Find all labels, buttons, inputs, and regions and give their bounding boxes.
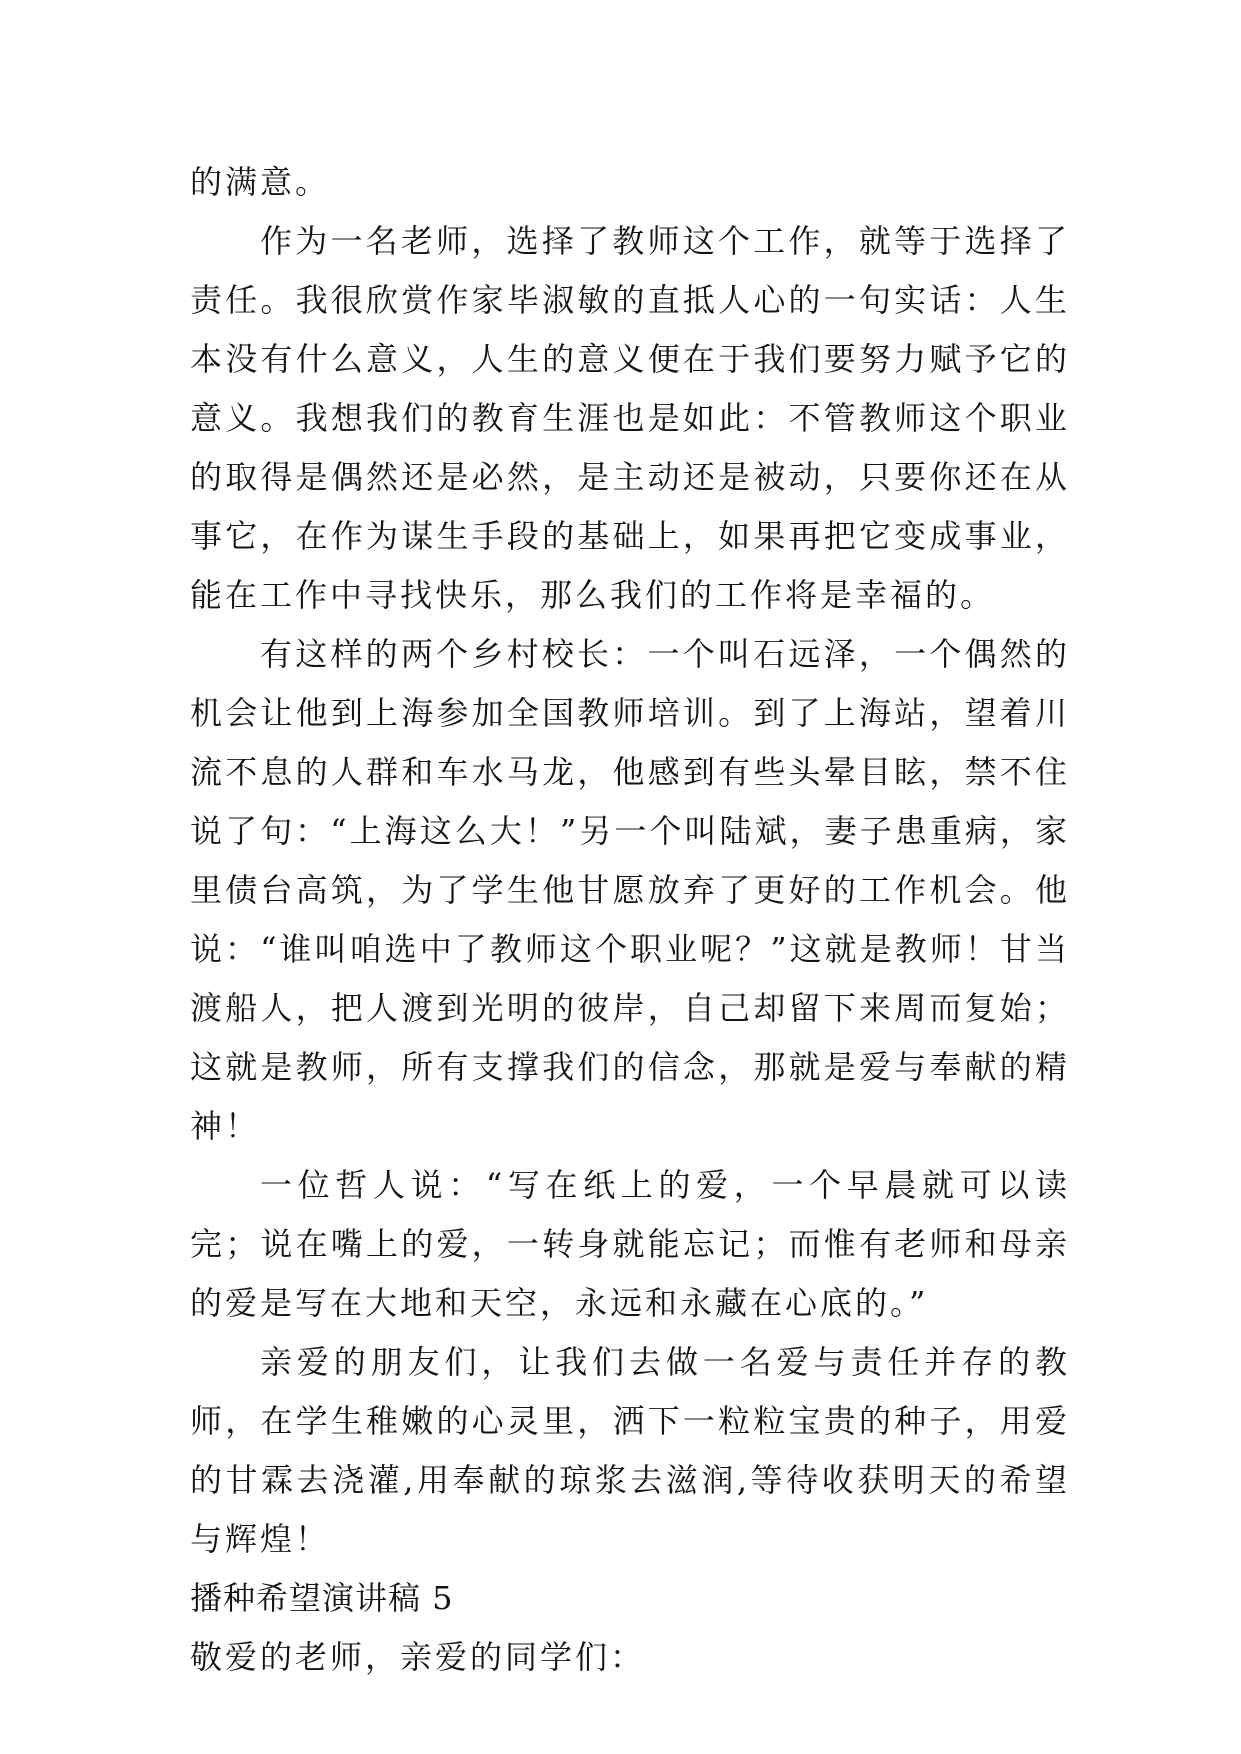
speech-salutation: 敬爱的老师，亲爱的同学们： (190, 1638, 646, 1676)
document-body (190, 153, 1070, 1687)
paragraph-philosopher-quote: 一位哲人说：“写在纸上的爱，一个早晨就可以读完；说在嘴上的爱，一转身就能忘记；而惟有老师和母亲的爱是写在大地和天空，永远和永藏在心底的。” (190, 1166, 1070, 1322)
continued-line: 的满意。 (190, 163, 331, 201)
paragraph-village-principals: 有这样的两个乡村校长：一个叫石远泽，一个偶然的机会让他到上海参加全国教师培训。到了上海站，望着川流不息的人群和车水马龙，他感到有些头晕目眩，禁不住说了句：“上海这么大！”另一个叫陆斌，妻子患重病，家里债台高筑，为了学生他甘愿放弃了更好的工作机会。他说：“谁叫咱选中了教师这个职业呢？”这就是教师！甘当渡船人，把人渡到光明的彼岸，自己却留下来周而复始；这就是教师，所有支撑我们的信念，那就是爱与奉献的精神！ (190, 635, 1070, 1145)
paragraph-responsibility: 作为一名老师，选择了教师这个工作，就等于选择了责任。我很欣赏作家毕淑敏的直抵人心的一句实话：人生本没有什么意义，人生的意义便在于我们要努力赋予它的意义。我想我们的教育生涯也是如此：不管教师这个职业的取得是偶然还是必然，是主动还是被动，只要你还在从事它，在作为谋生手段的基础上，如果再把它变成事业，能在工作中寻找快乐，那么我们的工作将是幸福的。 (190, 222, 1070, 614)
paragraph-closing-call: 亲爱的朋友们，让我们去做一名爱与责任并存的教师，在学生稚嫩的心灵里，洒下一粒粒宝贵的种子，用爱的甘霖去浇灌,用奉献的琼浆去滋润,等待收获明天的希望与辉煌！ (190, 1343, 1070, 1558)
speech-heading: 播种希望演讲稿 5 (190, 1579, 454, 1617)
